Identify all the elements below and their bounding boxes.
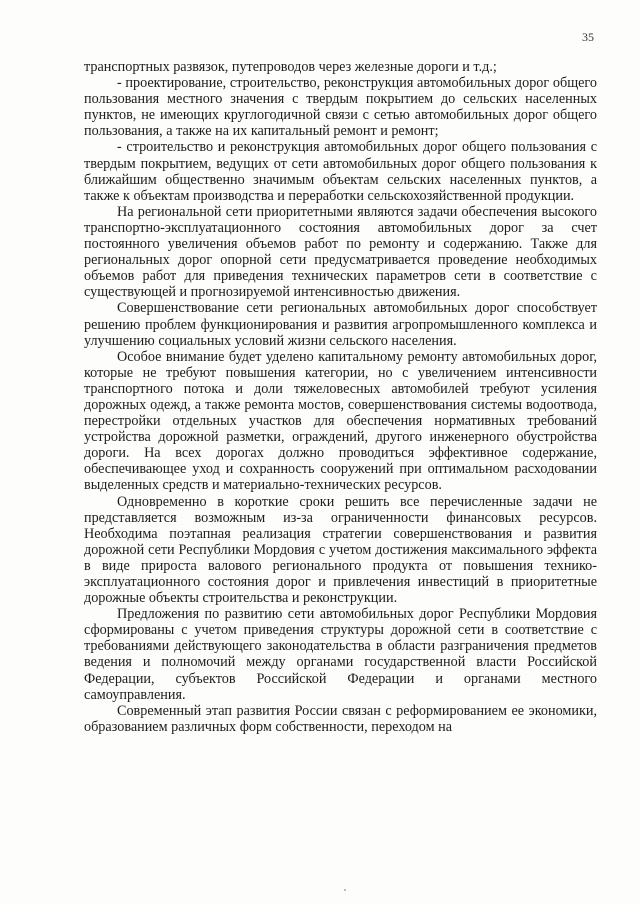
body-text	[84, 59, 597, 735]
page-number: 35	[582, 30, 594, 44]
paragraph: - строительство и реконструкция автомобильных дорог общего пользования с твердым покрытием, ведущих от сети автомобильных дорог общего пользования к ближайшим общественно значимым объектам сельских населенных пунктов, а также к объектам производства и переработки сельскохозяйственной продукции.	[84, 139, 597, 204]
paragraph: Предложения по развитию сети автомобильных дорог Республики Мордовия сформированы с учетом приведения структуры дорожной сети в соответствие с требованиями действующего законодательства в области разграничения предметов ведения и полномочий между органами государственной власти Российской Федерации, субъектов Российской Федерации и органами местного самоуправления.	[84, 606, 597, 703]
paragraph: - проектирование, строительство, реконструкция автомобильных дорог общего пользования местного значения с твердым покрытием до сельских населенных пунктов, не имеющих круглогодичной связи с сетью автомобильных дорог общего пользования, а также на их капитальный ремонт и ремонт;	[84, 75, 597, 140]
paragraph: Одновременно в короткие сроки решить все перечисленные задачи не представляется возможным из-за ограниченности финансовых ресурсов. Необходима поэтапная реализация стратегии совершенствования и развития дорожной сети Республики Мордовия с учетом достижения максимального эффекта в виде прироста валового регионального продукта от повышения технико-эксплуатационного состояния дорог и привлечения инвестиций в приоритетные дорожные объекты строительства и реконструкции.	[84, 493, 597, 607]
paragraph: На региональной сети приоритетными являются задачи обеспечения высокого транспортно-эксплуатационного состояния автомобильных дорог за счет постоянного увеличения объемов работ по ремонту и содержанию. Также для региональных дорог опорной сети предусматривается проведение необходимых объемов работ для приведения технических параметров сети в соответствие с существующей и прогнозируемой интенсивностью движения.	[84, 203, 597, 301]
scan-artifact	[344, 889, 346, 891]
paragraph: Особое внимание будет уделено капитальному ремонту автомобильных дорог, которые не требуют повышения категории, но с увеличением интенсивности транспортного потока и доли тяжеловесных автомобилей требуют усиления дорожных одежд, а также ремонта мостов, совершенствования системы водоотвода, перестройки отдельных участков для обеспечения нормативных требований устройства дорожной разметки, ограждений, другого инженерного обустройства дороги. На всех дорогах должно проводиться эффективное содержание, обеспечивающее уход и сохранность сооружений при оптимальном расходовании выделенных средств и материально-технических ресурсов.	[84, 348, 597, 494]
paragraph: Современный этап развития России связан с реформированием ее экономики, образованием различных форм собственности, переходом на	[84, 702, 597, 735]
paragraph: Совершенствование сети региональных автомобильных дорог способствует решению проблем функционирования и развития агропромышленного комплекса и улучшению социальных условий жизни сельского населения.	[84, 300, 597, 349]
paragraph: транспортных развязок, путепроводов через железные дороги и т.д.;	[84, 59, 497, 75]
